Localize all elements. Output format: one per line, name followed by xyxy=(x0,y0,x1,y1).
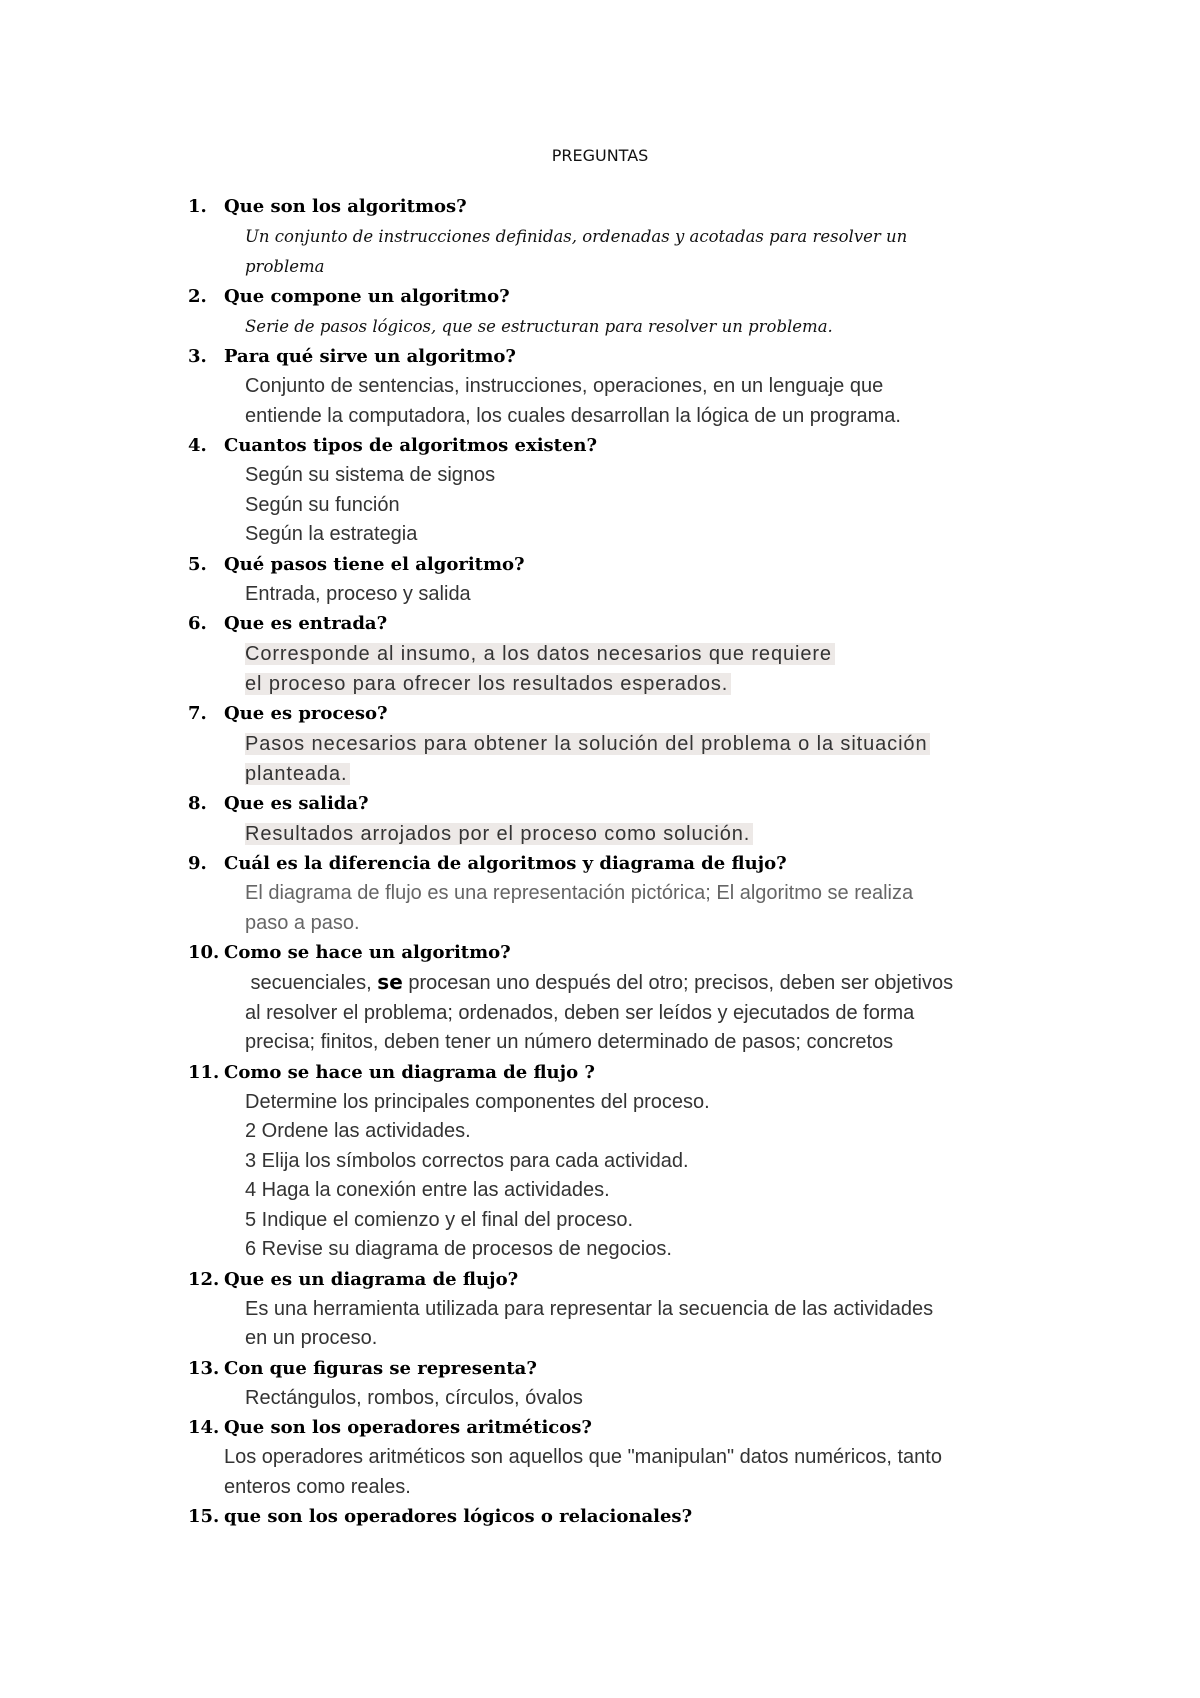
answer-line: al resolver el problema; ordenados, deben ser leídos y ejecutados de forma xyxy=(245,1001,915,1024)
question-5 xyxy=(188,550,1068,580)
answer-line: Según la estrategia xyxy=(245,523,418,545)
question-text: que son los operadores lógicos o relacionales? xyxy=(224,1506,693,1527)
answer-line: Conjunto de sentencias, instrucciones, operaciones, en un lenguaje que xyxy=(245,375,884,397)
answer-line: 6 Revise su diagrama de procesos de negocios. xyxy=(245,1238,672,1260)
answer-line-highlighted: planteada. xyxy=(188,759,1068,789)
answer-line: paso a paso. xyxy=(245,911,360,934)
question-number: 15. xyxy=(188,1506,220,1527)
question-text: Cuantos tipos de algoritmos existen? xyxy=(224,435,598,456)
question-list xyxy=(188,192,1068,1532)
answer-line: Según su sistema de signos xyxy=(245,464,496,486)
question-3 xyxy=(188,342,1068,372)
answer-line: 4 Haga la conexión entre las actividades. xyxy=(245,1179,610,1201)
question-number: 9. xyxy=(188,853,207,874)
answer-line-highlighted: Corresponde al insumo, a los datos necesarios que requiere xyxy=(188,639,1068,669)
question-text: Que es proceso? xyxy=(224,703,388,724)
answer-line-highlighted: Resultados arrojados por el proceso como solución. xyxy=(188,819,1068,849)
answer-line: Serie de pasos lógicos, que se estructuran para resolver un problema. xyxy=(245,317,833,336)
answer-line: Entrada, proceso y salida xyxy=(245,582,471,605)
question-number: 7. xyxy=(188,703,207,724)
question-number: 3. xyxy=(188,346,207,367)
question-text: Que es un diagrama de flujo? xyxy=(224,1268,519,1290)
answer-line: Los operadores aritméticos son aquellos que "manipulan" datos numéricos, tanto xyxy=(224,1446,942,1468)
question-number: 1. xyxy=(188,196,207,217)
question-number: 6. xyxy=(188,613,207,634)
question-text: Que es salida? xyxy=(224,793,369,814)
question-number: 11. xyxy=(188,1061,220,1083)
question-4 xyxy=(188,431,1068,461)
question-number: 10. xyxy=(188,942,220,963)
question-number: 5. xyxy=(188,553,207,575)
answer-line: 3 Elija los símbolos correctos para cada actividad. xyxy=(245,1149,689,1172)
question-9 xyxy=(188,849,1068,879)
question-number: 14. xyxy=(188,1417,220,1438)
question-8 xyxy=(188,789,1068,819)
answer-line: Es una herramienta utilizada para representar la secuencia de las actividades xyxy=(245,1297,934,1320)
question-6 xyxy=(188,609,1068,639)
question-number: 12. xyxy=(188,1268,220,1290)
page-title: PREGUNTAS xyxy=(551,146,649,165)
question-text: Para qué sirve un algoritmo? xyxy=(224,346,516,367)
answer-line: Según su función xyxy=(245,493,400,516)
question-2 xyxy=(188,282,1068,312)
question-14 xyxy=(188,1413,1068,1443)
question-number: 13. xyxy=(188,1357,220,1379)
question-12 xyxy=(188,1265,1068,1295)
question-number: 8. xyxy=(188,793,207,814)
question-1 xyxy=(188,192,1068,222)
question-text: Que son los operadores aritméticos? xyxy=(224,1417,592,1438)
question-text: Que es entrada? xyxy=(224,613,388,634)
question-13 xyxy=(188,1354,1068,1384)
answer-line: Determine los principales componentes del proceso. xyxy=(245,1090,710,1113)
question-number: 2. xyxy=(188,286,207,307)
question-text: Cuál es la diferencia de algoritmos y diagrama de flujo? xyxy=(224,853,787,874)
question-11 xyxy=(188,1058,1068,1088)
answer-line: El diagrama de flujo es una representación pictórica; El algoritmo se realiza xyxy=(245,882,914,904)
answer-line: 5 Indique el comienzo y el final del proceso. xyxy=(245,1208,634,1231)
question-number: 4. xyxy=(188,435,207,456)
answer-line: enteros como reales. xyxy=(224,1475,411,1498)
question-text: Que son los algoritmos? xyxy=(224,196,467,217)
answer-line: precisa; finitos, deben tener un número determinado de pasos; concretos xyxy=(245,1031,894,1053)
answer-line: 2 Ordene las actividades. xyxy=(245,1120,471,1142)
answer-line-highlighted: el proceso para ofrecer los resultados esperados. xyxy=(188,669,1068,699)
question-15 xyxy=(188,1502,1068,1532)
answer-line: Un conjunto de instrucciones definidas, ordenadas y acotadas para resolver un xyxy=(245,227,908,246)
question-text: Que compone un algoritmo? xyxy=(224,286,510,307)
question-text: Como se hace un diagrama de flujo ? xyxy=(224,1061,595,1083)
answer-line-highlighted: Pasos necesarios para obtener la solución del problema o la situación xyxy=(188,729,1068,759)
question-7 xyxy=(188,699,1068,729)
question-text: Qué pasos tiene el algoritmo? xyxy=(224,553,525,575)
answer-line: entiende la computadora, los cuales desarrollan la lógica de un programa. xyxy=(245,404,901,427)
answer-line: Rectángulos, rombos, círculos, óvalos xyxy=(245,1386,583,1409)
answer-line: en un proceso. xyxy=(245,1327,378,1349)
question-text: Con que figuras se representa? xyxy=(224,1357,537,1379)
question-text: Como se hace un algoritmo? xyxy=(224,942,511,963)
question-10 xyxy=(188,938,1068,968)
answer-line: secuenciales, se procesan uno después del otro; precisos, deben ser objetivos xyxy=(245,970,954,994)
answer-line: problema xyxy=(245,257,325,276)
